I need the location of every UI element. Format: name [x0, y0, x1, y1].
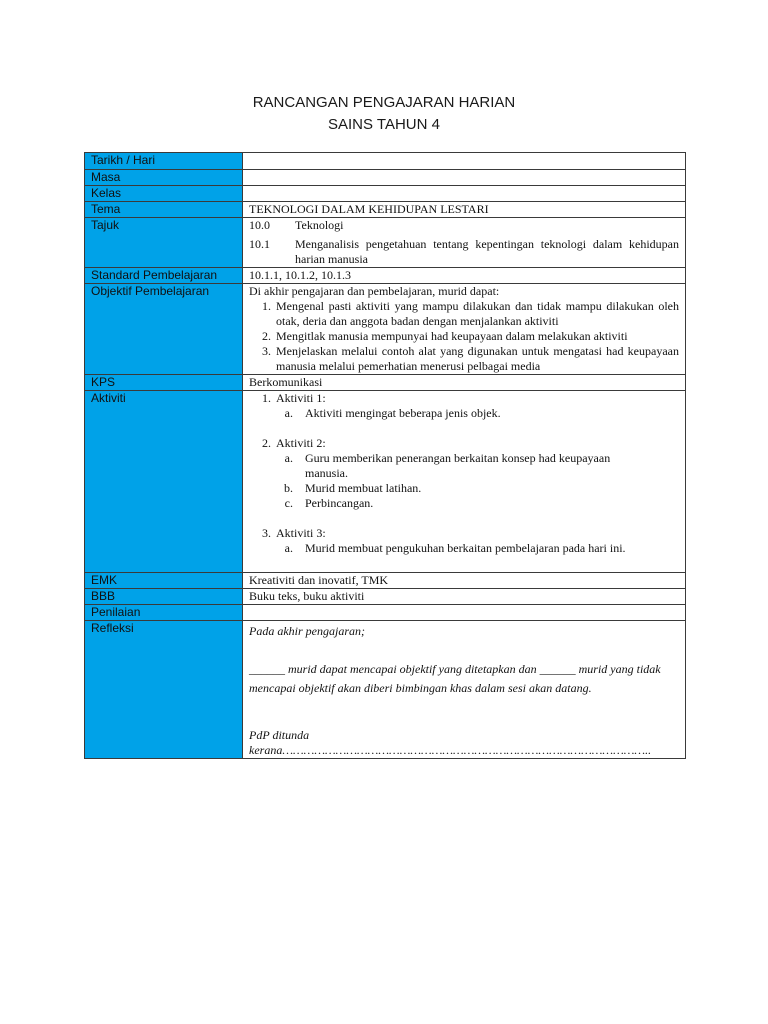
- objektif-item-text: Mengenal pasti aktiviti yang mampu dilakukan dan tidak mampu dilakukan oleh otak, deria dan anggota badan dengan menjalankan aktiviti: [276, 299, 679, 328]
- value-objektif: [243, 284, 686, 375]
- label-emk: EMK: [85, 573, 243, 589]
- sub-text: Perbincangan.: [305, 496, 374, 510]
- objektif-item-number: 1.: [262, 299, 271, 313]
- tajuk-code-10-1: 10.1: [249, 237, 270, 251]
- row-penilaian: [85, 605, 686, 621]
- label-tema: Tema: [85, 202, 243, 218]
- objektif-item-text: Mengitlak manusia mempunyai had keupayaan dalam melakukan aktiviti: [276, 329, 628, 343]
- row-kelas: [85, 186, 686, 202]
- row-emk: [85, 573, 686, 589]
- lesson-plan-table: [84, 152, 686, 759]
- document-title: RANCANGAN PENGAJARAN HARIAN: [252, 94, 516, 111]
- sub-letter: a.: [284, 541, 293, 555]
- aktiviti-2: [249, 436, 679, 451]
- value-kps: Berkomunikasi: [243, 375, 686, 391]
- aktiviti-sub-item: [249, 406, 679, 421]
- tajuk-code-10-0: 10.0: [249, 218, 270, 232]
- value-aktiviti: [243, 391, 686, 573]
- row-kps: [85, 375, 686, 391]
- refleksi-line-1: Pada akhir pengajaran;: [249, 624, 365, 638]
- row-tarikh: [85, 153, 686, 170]
- row-tema: [85, 202, 686, 218]
- label-objektif: Objektif Pembelajaran: [85, 284, 243, 375]
- row-objektif: [85, 284, 686, 375]
- row-standard: [85, 268, 686, 284]
- aktiviti-sub-item: [249, 541, 679, 556]
- aktiviti-number: 1.: [262, 391, 271, 405]
- value-bbb: Buku teks, buku aktiviti: [243, 589, 686, 605]
- sub-text: Murid membuat latihan.: [305, 481, 422, 495]
- value-kelas[interactable]: [243, 186, 686, 202]
- row-aktiviti: [85, 391, 686, 573]
- label-kps: KPS: [85, 375, 243, 391]
- aktiviti-number: 2.: [262, 436, 271, 450]
- aktiviti-sub-item: [249, 496, 679, 511]
- sub-letter: a.: [284, 406, 293, 420]
- label-standard: Standard Pembelajaran: [85, 268, 243, 284]
- objektif-intro: Di akhir pengajaran dan pembelajaran, murid dapat:: [249, 284, 500, 298]
- value-emk: Kreativiti dan inovatif, TMK: [243, 573, 686, 589]
- value-tajuk: [243, 218, 686, 268]
- aktiviti-title: Aktiviti 1:: [276, 391, 326, 405]
- refleksi-line-3: PdP ditunda kerana…………………………………………………………………………………………..: [249, 728, 652, 757]
- document-subtitle: SAINS TAHUN 4: [328, 116, 440, 133]
- label-aktiviti: Aktiviti: [85, 391, 243, 573]
- tajuk-text-10-1: Menganalisis pengetahuan tentang kepentingan teknologi dalam kehidupan harian manusia: [295, 237, 679, 266]
- sub-letter: c.: [284, 496, 293, 510]
- label-penilaian: Penilaian: [85, 605, 243, 621]
- aktiviti-3: [249, 526, 679, 541]
- label-kelas: Kelas: [85, 186, 243, 202]
- objektif-item-text: Menjelaskan melalui contoh alat yang digunakan untuk mengatasi had keupayaan manusia melalui pemerhatian menerusi pelbagai media: [276, 344, 679, 373]
- tajuk-text-10-0: Teknologi: [295, 218, 344, 232]
- aktiviti-sub-item: [249, 481, 679, 496]
- label-masa: Masa: [85, 170, 243, 186]
- aktiviti-title: Aktiviti 3:: [276, 526, 326, 540]
- aktiviti-title: Aktiviti 2:: [276, 436, 326, 450]
- value-standard: 10.1.1, 10.1.2, 10.1.3: [243, 268, 686, 284]
- label-refleksi: Refleksi: [85, 621, 243, 759]
- label-tarikh: Tarikh / Hari: [85, 153, 243, 170]
- row-tajuk: [85, 218, 686, 268]
- value-tema: TEKNOLOGI DALAM KEHIDUPAN LESTARI: [243, 202, 686, 218]
- refleksi-line-2: ______ murid dapat mencapai objektif yang ditetapkan dan ______ murid yang tidak mencapai objektif akan diberi bimbingan khas dalam sesi akan datang.: [249, 662, 661, 695]
- objektif-item-number: 3.: [262, 344, 271, 358]
- aktiviti-1: [249, 391, 679, 406]
- objektif-item: [249, 299, 679, 329]
- sub-text: Murid membuat pengukuhan berkaitan pembelajaran pada hari ini.: [305, 541, 626, 555]
- row-refleksi: [85, 621, 686, 759]
- aktiviti-sub-item: [249, 451, 679, 481]
- objektif-item-number: 2.: [262, 329, 271, 343]
- sub-text: Guru memberikan penerangan berkaitan konsep had keupayaan manusia.: [305, 451, 611, 480]
- sub-letter: b.: [284, 481, 293, 495]
- value-tarikh[interactable]: [243, 153, 686, 170]
- row-masa: [85, 170, 686, 186]
- row-bbb: [85, 589, 686, 605]
- label-tajuk: Tajuk: [85, 218, 243, 268]
- aktiviti-number: 3.: [262, 526, 271, 540]
- value-refleksi[interactable]: [243, 621, 686, 759]
- sub-text: Aktiviti mengingat beberapa jenis objek.: [305, 406, 501, 420]
- objektif-item: [249, 329, 679, 344]
- value-masa[interactable]: [243, 170, 686, 186]
- sub-letter: a.: [284, 451, 293, 465]
- value-penilaian[interactable]: [243, 605, 686, 621]
- objektif-item: [249, 344, 679, 374]
- label-bbb: BBB: [85, 589, 243, 605]
